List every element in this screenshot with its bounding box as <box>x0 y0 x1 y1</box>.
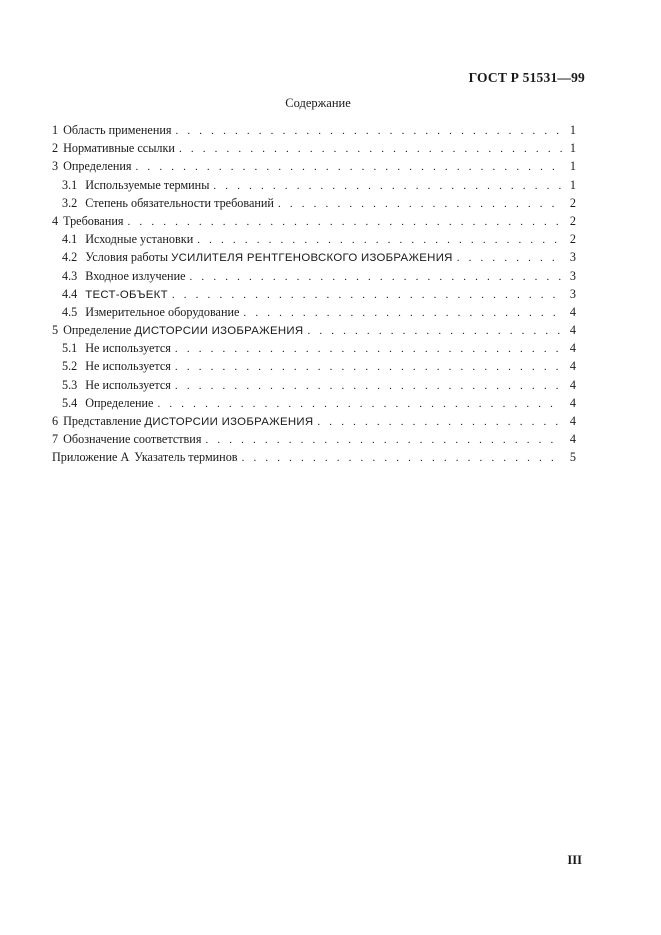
toc-entry-text: Не используется <box>85 341 171 356</box>
toc-leader-dots <box>136 158 562 176</box>
toc-entry-title <box>63 121 171 139</box>
toc-entry <box>52 285 576 303</box>
toc-leader-dots <box>457 249 562 267</box>
toc-entry <box>52 321 576 339</box>
toc-entry <box>52 194 576 212</box>
toc-entry-page: 3 <box>569 286 576 301</box>
toc-entry-title <box>63 139 175 157</box>
toc-entry-number: 7 <box>52 432 59 447</box>
toc-entry-page: 3 <box>569 250 576 265</box>
toc-entry-title <box>63 430 201 448</box>
toc-entry-text: Определение <box>85 395 154 410</box>
toc-entry <box>52 430 576 448</box>
toc-leader-dots <box>175 377 562 395</box>
toc-entry-title <box>85 339 171 357</box>
toc-entry-text: Определение <box>63 323 135 338</box>
toc-entry-number: 2 <box>52 141 59 156</box>
toc-entry <box>52 139 576 157</box>
toc-entry-title <box>63 412 313 431</box>
toc-leader-dots <box>242 449 562 467</box>
toc-leader-dots <box>205 431 562 449</box>
toc-entry-number: 5.1 <box>62 341 78 356</box>
toc-entry-text: Используемые термины <box>85 177 210 192</box>
toc-leader-dots <box>179 140 562 158</box>
toc-entry-page: 4 <box>569 359 576 374</box>
toc-entry-number: 4.1 <box>62 232 78 247</box>
toc-leader-dots <box>157 395 562 413</box>
toc-entry-text: Условия работы <box>85 250 172 265</box>
toc-entry-title <box>85 248 452 267</box>
toc-entry <box>52 176 576 194</box>
toc-entry-page: 4 <box>569 432 576 447</box>
toc-entry-text: Область применения <box>63 123 172 137</box>
toc-entry-page: 4 <box>569 377 576 392</box>
page-number: III <box>567 853 582 867</box>
toc-leader-dots <box>175 358 562 376</box>
toc-entry-title <box>134 448 237 466</box>
toc-entry-title <box>85 376 171 394</box>
toc-entry-number: 3.2 <box>62 195 78 210</box>
toc-entry-title <box>85 176 209 194</box>
toc-entry <box>52 376 576 394</box>
toc-entry-number: 4.2 <box>62 250 78 265</box>
toc-entry-page: 1 <box>569 177 576 192</box>
toc-entry-page: 4 <box>569 414 576 428</box>
toc-entry-page: 3 <box>569 268 576 283</box>
toc-entry-text: Исходные установки <box>85 232 194 247</box>
toc-entry-number: 1 <box>52 123 59 137</box>
toc-leader-dots <box>197 231 562 249</box>
toc-entry-title <box>85 194 274 212</box>
toc-entry-term: УСИЛИТЕЛЯ РЕНТГЕНОВСКОГО ИЗОБРАЖЕНИЯ <box>171 252 453 265</box>
toc-entry <box>52 248 576 266</box>
toc-entry-text: Входное излучение <box>85 268 186 283</box>
toc-entry-text: Обозначение соответствия <box>63 432 202 447</box>
toc-entry <box>52 339 576 357</box>
toc-entry-number: 4.3 <box>62 268 78 283</box>
toc-leader-dots <box>243 304 562 322</box>
toc-entry-number: 5.2 <box>62 359 78 374</box>
toc-entry-page: 2 <box>569 195 576 210</box>
toc-entry-title <box>85 285 168 304</box>
document-code: ГОСТ Р 51531—99 <box>468 70 585 85</box>
toc-entry <box>52 157 576 175</box>
toc-entry-page: 4 <box>569 304 576 319</box>
toc-entry <box>52 121 576 139</box>
toc-entry-number: 5.4 <box>62 395 78 410</box>
toc-entry-title <box>85 357 171 375</box>
toc-entry <box>52 303 576 321</box>
toc-leader-dots <box>175 122 562 140</box>
toc-leader-dots <box>128 213 562 231</box>
toc-entry <box>52 267 576 285</box>
toc-entry-title <box>63 212 123 230</box>
toc-entry-page: 2 <box>569 213 576 228</box>
toc-entry-text: Представление <box>63 414 145 428</box>
toc-entry-text: Степень обязательности требований <box>85 195 274 210</box>
toc-leader-dots <box>307 322 562 340</box>
toc-entry-text: Не используется <box>85 377 171 392</box>
toc-entry-title <box>85 230 193 248</box>
toc-leader-dots <box>213 177 562 195</box>
toc-entry-page: 1 <box>569 159 576 174</box>
toc-entry-number: 5 <box>52 323 59 338</box>
toc-entry-text: Не используется <box>85 359 171 374</box>
toc-entry-page: 4 <box>569 323 576 338</box>
toc-entry <box>52 448 576 466</box>
toc-entry-title <box>63 321 303 340</box>
toc-entry-text: Нормативные ссылки <box>63 141 175 156</box>
toc-entry <box>52 230 576 248</box>
toc-entry <box>52 212 576 230</box>
toc-entry-number: Приложение А <box>52 450 130 465</box>
toc-entry-number: 6 <box>52 414 59 428</box>
toc-entry <box>52 357 576 375</box>
toc-entry-number: 4.4 <box>62 286 78 301</box>
toc-entry-text: Определения <box>63 159 132 174</box>
toc-entry-text: Указатель терминов <box>134 450 238 465</box>
toc-entry-term: ДИСТОРСИИ ИЗОБРАЖЕНИЯ <box>144 416 314 428</box>
toc-entry-term: ДИСТОРСИИ ИЗОБРАЖЕНИЯ <box>134 325 304 338</box>
toc-entry-page: 1 <box>569 123 576 137</box>
toc-leader-dots <box>317 413 562 431</box>
toc-entry-page: 2 <box>569 232 576 247</box>
toc-entry <box>52 394 576 412</box>
toc-entry-title <box>85 303 239 321</box>
toc-title: Содержание <box>285 96 351 110</box>
toc-entry-title <box>85 394 153 412</box>
toc-entry-page: 5 <box>569 450 576 465</box>
toc-leader-dots <box>278 195 562 213</box>
toc-leader-dots <box>175 340 562 358</box>
toc-entry-term: ТЕСТ-ОБЪЕКТ <box>85 288 168 301</box>
toc-entry-page: 1 <box>569 141 576 156</box>
table-of-contents <box>52 121 576 467</box>
toc-entry <box>52 412 576 430</box>
toc-entry-title <box>63 157 131 175</box>
toc-leader-dots <box>172 286 562 304</box>
toc-entry-page: 4 <box>569 395 576 410</box>
toc-leader-dots <box>190 268 562 286</box>
toc-entry-number: 5.3 <box>62 377 78 392</box>
toc-entry-number: 3 <box>52 159 59 174</box>
toc-entry-page: 4 <box>569 341 576 356</box>
toc-entry-number: 3.1 <box>62 177 78 192</box>
toc-entry-number: 4.5 <box>62 304 78 319</box>
toc-entry-title <box>85 267 185 285</box>
toc-entry-text: Требования <box>63 213 124 228</box>
toc-entry-text: Измерительное оборудование <box>85 304 240 319</box>
toc-entry-number: 4 <box>52 213 59 228</box>
